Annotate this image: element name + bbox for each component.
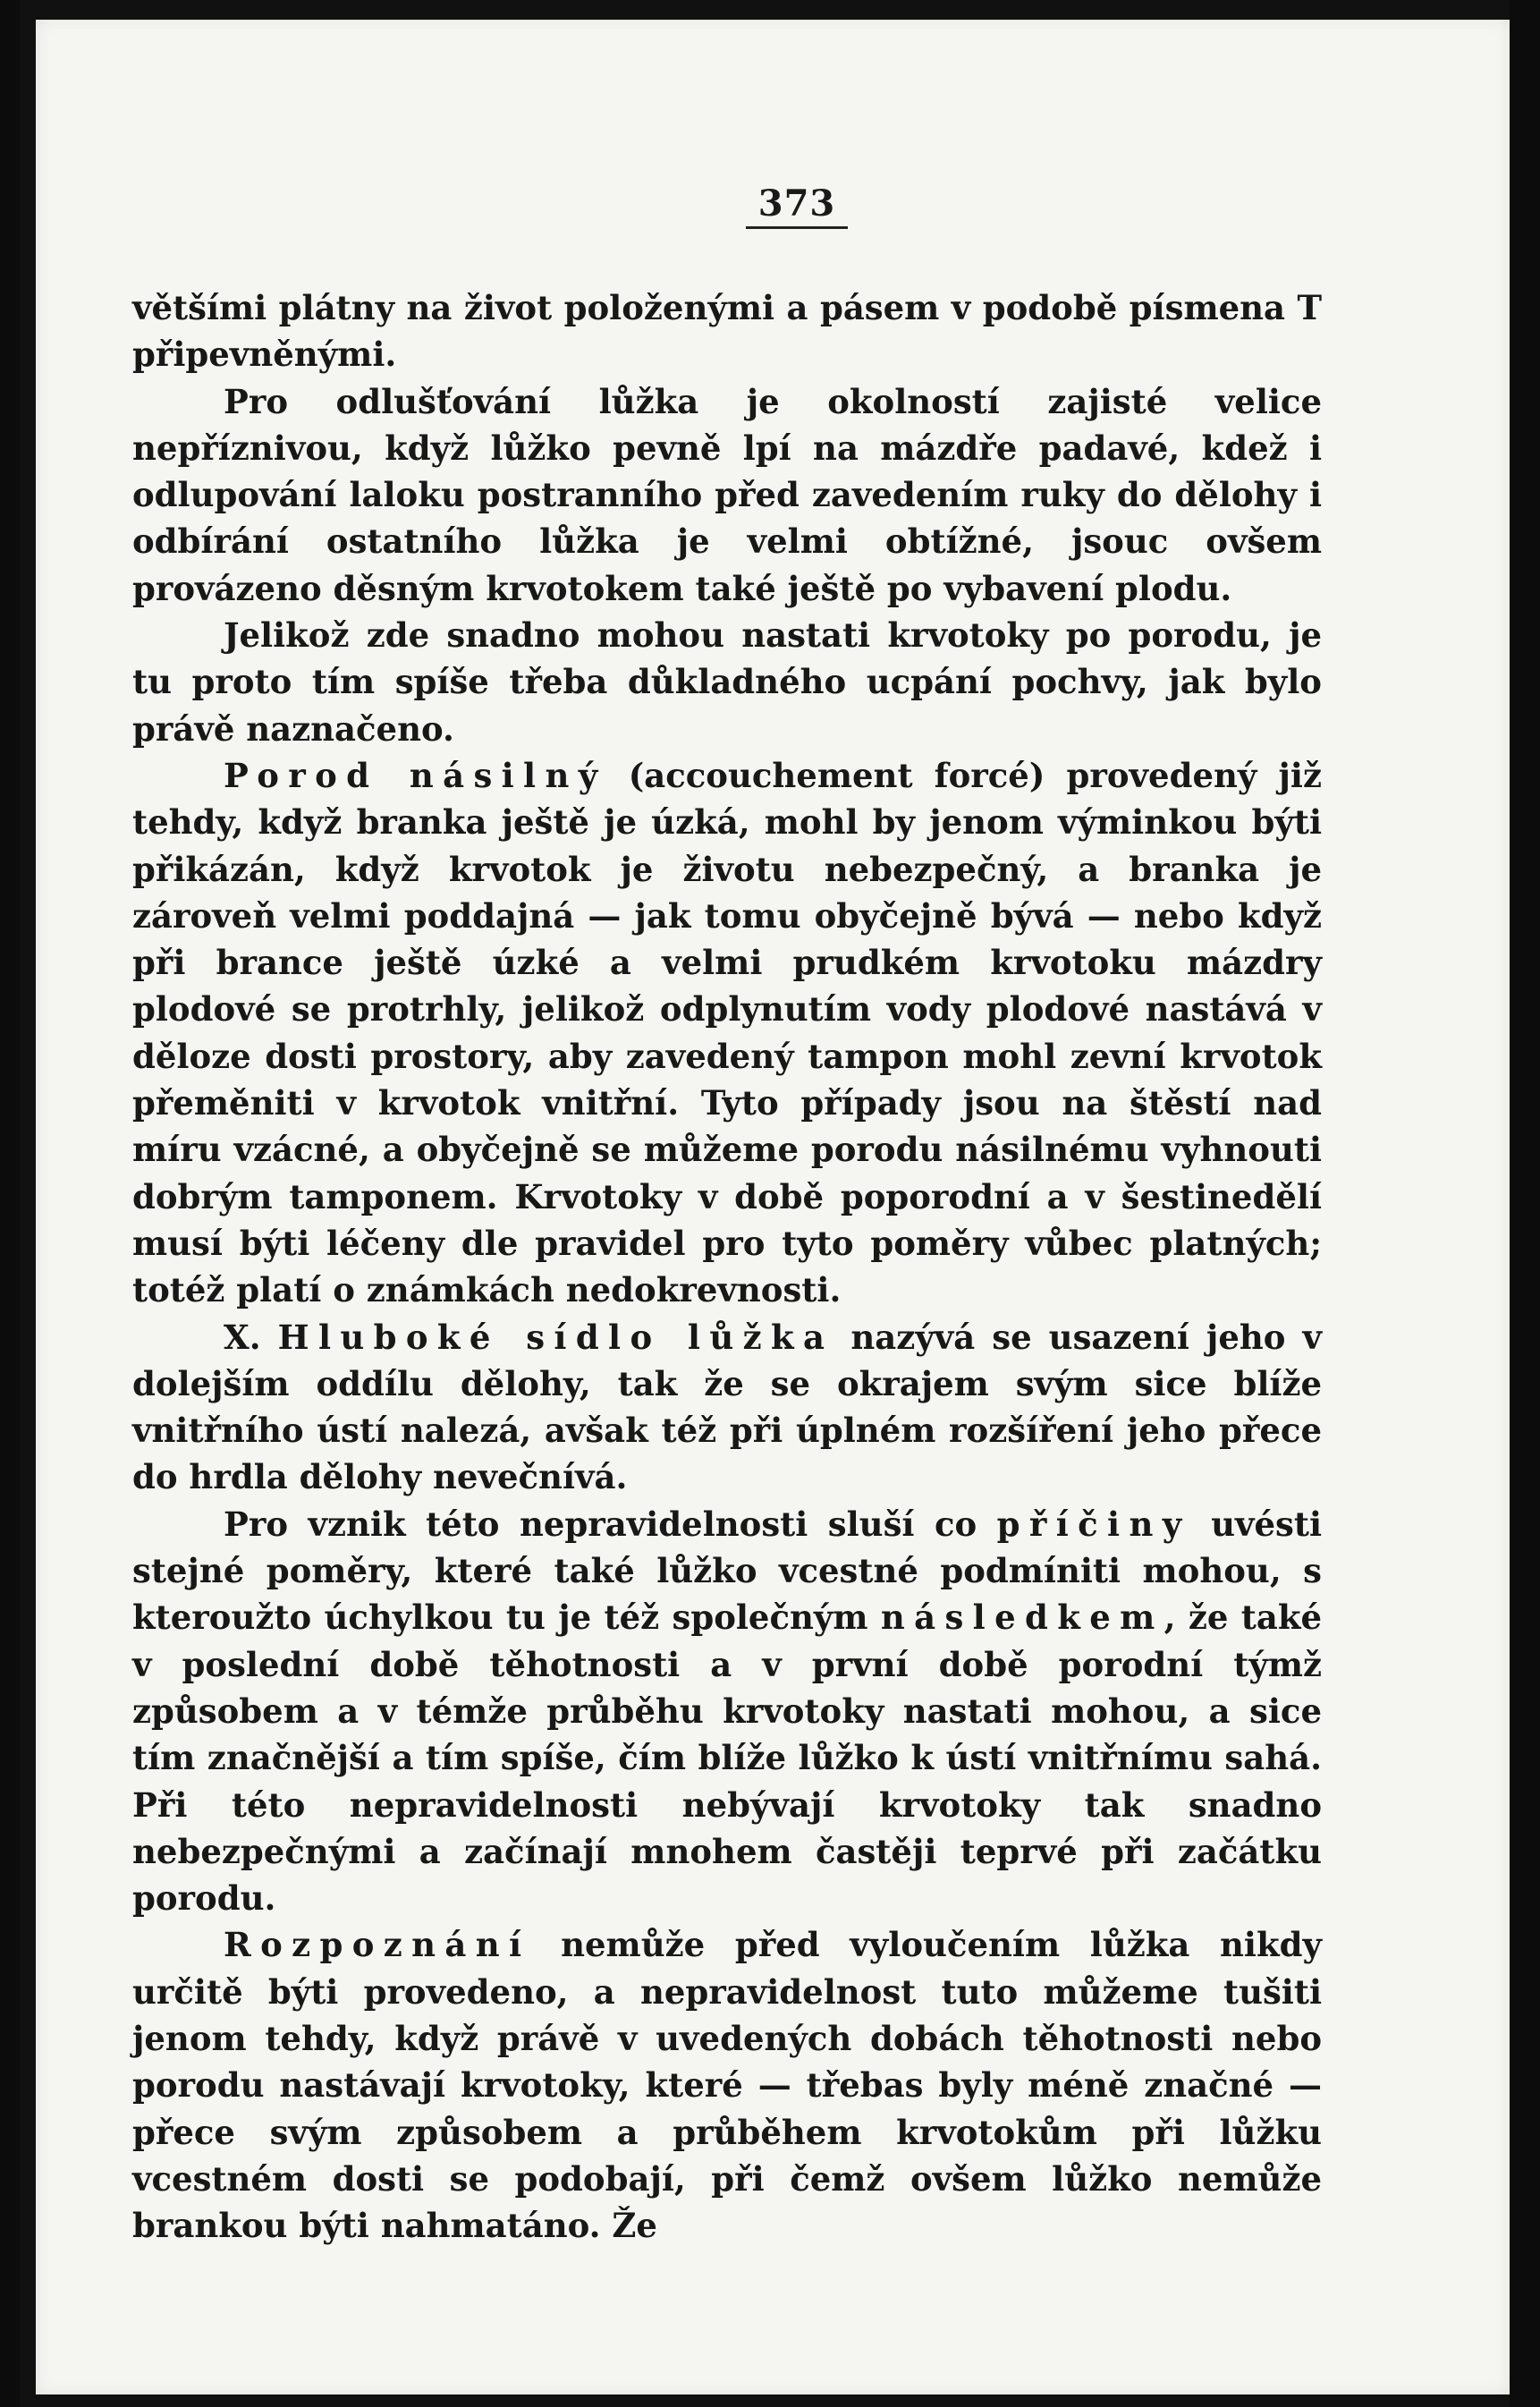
page-number <box>36 182 1510 229</box>
paragraph-6-spaced-2: následkem <box>880 1598 1164 1638</box>
paragraph-7 <box>132 1921 1322 2249</box>
paragraph-6 <box>132 1501 1322 1922</box>
paragraph-5-text: nazývá se usazení jeho v dolejším oddílu dělohy, tak že se okrajem svým sice blíže vnitřního ústí nalezá, avšak též při úplném rozšíření jeho přece do hrdla dělohy nevečnívá. <box>132 1317 1322 1497</box>
body-text <box>132 284 1322 2249</box>
scan-border-right <box>1510 0 1540 2407</box>
paragraph-2-text: Pro odlušťování lůžka je okolností zajisté velice nepříznivou, když lůžko pevně lpí na mázdře padavé, kdež i odlupování laloku postranního před zavedením ruky do dělohy i odbírání ostatního lůžka je velmi obtížné, jsouc ovšem provázeno děsným krvotokem také ještě po vybavení plodu. <box>132 381 1322 608</box>
paragraph-1-text: většími plátny na život položenými a pásem v podobě písmena T připevněnými. <box>132 288 1322 375</box>
paragraph-3 <box>132 612 1322 752</box>
paragraph-6-text-after: , že také v poslední době těhotnosti a v první době porodní týmž způsobem a v témže průběhu krvotoky nastati mohou, a sice tím značnější a tím spíše, čím blíže lůžko k ústí vnitřnímu sahá. Při této nepravidelnosti nebývají krvotoky tak snadno nebezpečnými a začínají mnohem častěji teprvé při začátku porodu. <box>132 1598 1322 1919</box>
paragraph-6-spaced-1: příčiny <box>996 1504 1191 1544</box>
paragraph-6-text-before: Pro vznik této nepravidelnosti sluší co <box>224 1504 997 1544</box>
paragraph-2 <box>132 378 1322 612</box>
paragraph-4 <box>132 752 1322 1314</box>
paragraph-3-text: Jelikož zde snadno mohou nastati krvotoky po porodu, je tu proto tím spíše třeba důkladného ucpání pochvy, jak bylo právě naznačeno. <box>132 615 1322 749</box>
page-number-text: 373 <box>746 182 849 229</box>
book-page <box>36 20 1510 2394</box>
scan-border-left <box>0 0 20 2407</box>
paragraph-1 <box>132 284 1322 378</box>
paragraph-4-lead: Porod násilný <box>224 755 607 795</box>
paragraph-7-lead: Rozpoznání <box>224 1925 531 1965</box>
paragraph-5-prefix: X. <box>224 1317 278 1357</box>
paragraph-5 <box>132 1314 1322 1501</box>
paragraph-5-lead: Hluboké sídlo lůžka <box>277 1317 834 1357</box>
paragraph-7-text: nemůže před vyloučením lůžka nikdy určitě býti provedeno, a nepravidelnost tuto můžeme tušiti jenom tehdy, když právě v uvedených dobách těhotnosti nebo porodu nastávají krvotoky, které — třebas byly méně značné — přece svým způsobem a průběhem krvotokům při lůžku vcestném dosti se podobají, při čemž ovšem lůžko nemůže brankou býti nahmatáno. Že <box>132 1925 1322 2246</box>
paragraph-6-text-mid: uvésti stejné poměry, které také lůžko vcestné podmíniti mohou, s kteroužto úchylkou tu je též společným <box>132 1504 1322 1638</box>
paragraph-4-text: (accouchement forcé) provedený již tehdy, když branka ještě je úzká, mohl by jenom výminkou býti přikázán, když krvotok je životu nebezpečný, a branka je zároveň velmi poddajná — jak tomu obyčejně bývá — nebo když při brance ještě úzké a velmi prudkém krvotoku mázdry plodové se protrhly, jelikož odplynutím vody plodové nastává v děloze dosti prostory, aby zavedený tampon mohl zevní krvotok přeměniti v krvotok vnitřní. Tyto případy jsou na štěstí nad míru vzácné, a obyčejně se můžeme porodu násilnému vyhnouti dobrým tamponem. Krvotoky v době poporodní a v šestinedělí musí býti léčeny dle pravidel pro tyto poměry vůbec platných; totéž platí o známkách nedokrevnosti. <box>132 755 1322 1310</box>
